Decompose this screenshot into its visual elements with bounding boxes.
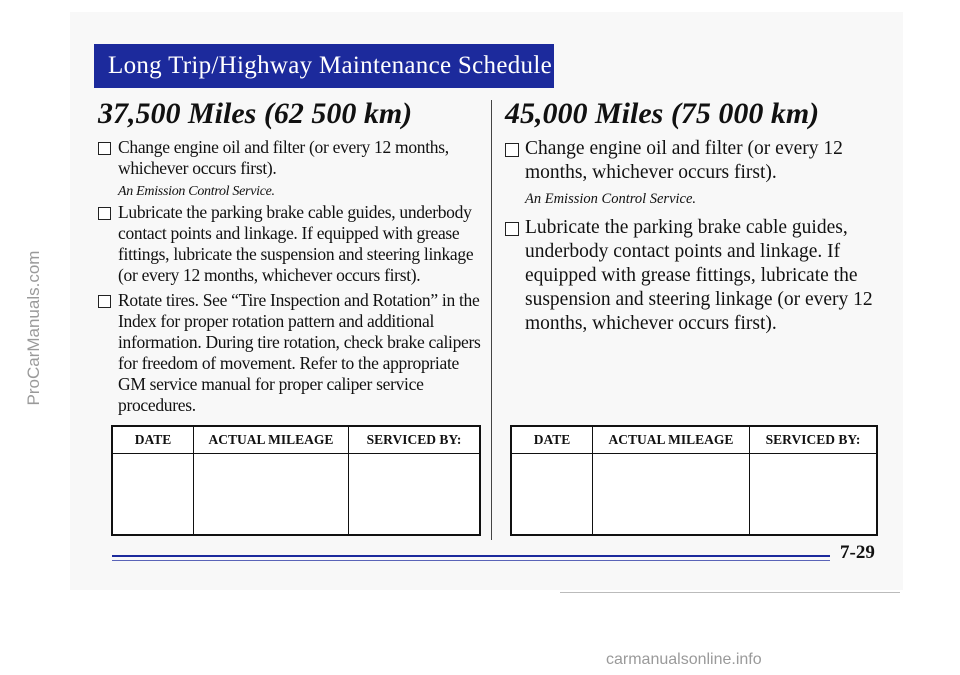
left-heading: 37,500 Miles (62 500 km) (98, 97, 413, 130)
left-service-log (111, 425, 481, 536)
scan-line (560, 592, 900, 593)
list-item (98, 290, 488, 416)
mileage-cell[interactable] (593, 454, 750, 536)
list-item (98, 137, 488, 179)
column-divider (491, 100, 492, 540)
item-text: Lubricate the parking brake cable guides, underbody contact points and linkage. If equipped with grease fittings, lubricate the suspension and steering linkage (or every 12 months, whichever occurs first). (525, 217, 873, 334)
left-service-list (98, 137, 488, 416)
section-banner: Long Trip/Highway Maintenance Schedule (94, 44, 554, 88)
emission-note: An Emission Control Service. (118, 184, 275, 199)
item-text: Change engine oil and filter (or every 12 months, whichever occurs first). (118, 137, 449, 178)
date-header: DATE (511, 426, 593, 454)
item-text: Lubricate the parking brake cable guides, underbody contact points and linkage. If equipped with grease fittings, lubricate the suspension and steering linkage (or every 12 months, whichever occurs first). (118, 202, 474, 285)
emission-note: An Emission Control Service. (525, 191, 697, 207)
list-item (505, 216, 885, 336)
right-service-log (510, 425, 878, 536)
date-cell[interactable] (511, 454, 593, 536)
item-text: Rotate tires. See “Tire Inspection and Rotation” in the Index for proper rotation pattern and additional information. During tire rotation, check brake calipers for freedom of movement. Refer to the appropriate GM service manual for proper caliper service procedures. (118, 290, 481, 415)
page-number: 7-29 (840, 542, 875, 563)
list-item (98, 202, 488, 286)
footer-rule (112, 555, 830, 557)
checkbox[interactable] (505, 143, 519, 157)
table-row (112, 454, 480, 536)
checkbox[interactable] (505, 222, 519, 236)
right-heading: 45,000 Miles (75 000 km) (505, 97, 820, 130)
serviced-by-header: SERVICED BY: (750, 426, 878, 454)
checkbox[interactable] (98, 207, 111, 220)
item-text: Change engine oil and filter (or every 12 months, whichever occurs first). (525, 138, 843, 183)
side-watermark-text: ProCarManuals.com (24, 250, 43, 406)
table-row (511, 454, 877, 536)
side-watermark (24, 200, 44, 460)
mileage-header: ACTUAL MILEAGE (593, 426, 750, 454)
checkbox[interactable] (98, 142, 111, 155)
checkbox[interactable] (98, 295, 111, 308)
mileage-header: ACTUAL MILEAGE (194, 426, 349, 454)
footer-rule-thin (112, 560, 830, 561)
right-service-list (505, 137, 885, 336)
list-item (505, 137, 885, 185)
serviced-by-cell[interactable] (750, 454, 878, 536)
mileage-cell[interactable] (194, 454, 349, 536)
date-cell[interactable] (112, 454, 194, 536)
bottom-watermark: carmanualsonline.info (606, 651, 762, 668)
serviced-by-cell[interactable] (349, 454, 481, 536)
serviced-by-header: SERVICED BY: (349, 426, 481, 454)
date-header: DATE (112, 426, 194, 454)
